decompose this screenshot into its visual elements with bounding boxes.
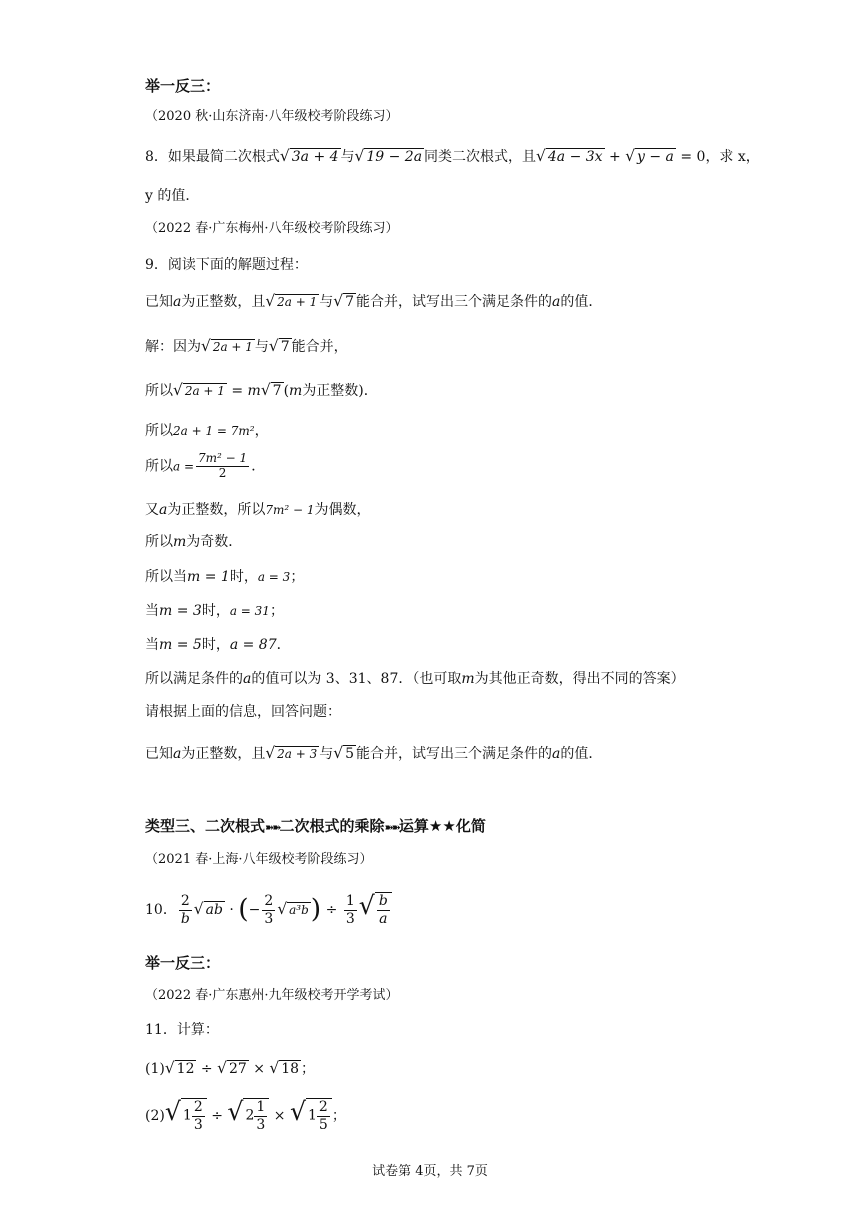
text: 的值． xyxy=(560,294,603,310)
source-label: （2020 秋·山东济南·八年级校考阶段练习） xyxy=(145,109,399,124)
q9-solution-3 xyxy=(145,421,269,441)
text: 为其他正奇数，得出不同的答案） xyxy=(474,671,685,687)
question-11-title: 11．计算： xyxy=(145,1022,219,1038)
question-10 xyxy=(145,888,392,928)
q9-solution-5 xyxy=(145,500,371,520)
radical: √ y − a xyxy=(625,147,674,165)
operator: ÷ xyxy=(196,1061,218,1077)
part-label: (2) xyxy=(145,1108,165,1124)
radical: √ 27 xyxy=(217,1059,247,1077)
equation: m = 1 xyxy=(187,569,230,585)
part-label: (1) xyxy=(145,1061,165,1077)
text: 如果最简二次根式 xyxy=(167,149,280,165)
text: 化简 xyxy=(455,817,486,835)
text: 与 xyxy=(340,149,355,165)
star-icon: ★★ xyxy=(428,817,456,835)
q9-question xyxy=(145,743,602,764)
text: ； xyxy=(301,1061,316,1077)
text: 与 xyxy=(319,746,334,762)
q9-solution-1 xyxy=(145,336,348,357)
equation: = 0 xyxy=(675,149,706,165)
text: ，求 x， xyxy=(705,149,760,165)
text: 所以 xyxy=(145,458,173,475)
var-a: a xyxy=(243,671,252,687)
equation: a = 31 xyxy=(229,604,270,618)
heading-practice: 举一反三： xyxy=(145,77,221,95)
radical: √ 2a + 3 xyxy=(265,744,318,762)
question-8-cont: y 的值． xyxy=(145,188,200,204)
q9-solution-10 xyxy=(145,669,685,689)
q9-solution-7 xyxy=(145,567,304,587)
text: 与 xyxy=(319,294,334,310)
arrow-icon: ➽➽ xyxy=(265,821,280,834)
q9-solution-4 xyxy=(145,452,265,481)
text: 运算 xyxy=(398,817,429,835)
text: 已知 xyxy=(145,746,173,762)
equation-lhs: a = xyxy=(173,459,195,474)
source-label: （2022 春·广东梅州·八年级校考阶段练习） xyxy=(145,221,399,236)
text: 时， xyxy=(201,603,230,619)
text: ． xyxy=(251,458,266,475)
text: 为偶数， xyxy=(314,502,371,518)
var-m: m xyxy=(461,671,475,687)
equation: m = 5 xyxy=(159,637,202,653)
left-paren: ( xyxy=(238,893,249,925)
question-number: 8． xyxy=(145,149,168,165)
q9-prompt: 请根据上面的信息，回答问题： xyxy=(145,704,341,720)
radical: √ 12 xyxy=(164,1059,195,1077)
right-paren: ) xyxy=(310,893,322,925)
text: 所以 xyxy=(145,534,173,550)
text: 的值可以为 3、31、87．（也可取 xyxy=(251,671,462,687)
radical: √ 4a − 3x xyxy=(536,147,603,165)
var-m: m xyxy=(289,383,303,399)
radical: √ 3a + 4 xyxy=(279,147,339,165)
var-a: a xyxy=(552,294,561,310)
radical: √ 7 xyxy=(333,292,355,310)
arrow-icon: ➽➽ xyxy=(384,821,399,834)
operator: × xyxy=(248,1061,270,1077)
radical: √ 7 xyxy=(260,381,282,399)
operator: − xyxy=(248,902,261,918)
var-a: a xyxy=(552,746,561,762)
text: 为正整数)． xyxy=(302,383,378,399)
text: 所以满足条件的 xyxy=(145,671,243,687)
radical: √ 19 − 2a xyxy=(354,147,423,165)
expression: 7m² − 1 xyxy=(265,503,315,517)
source-label: （2021 春·上海·八年级校考阶段练习） xyxy=(145,852,373,867)
text: 能合并，试写出三个满足条件的 xyxy=(356,294,553,310)
q9-solution-9 xyxy=(145,635,291,655)
page-footer: 试卷第 4页，共 7页 xyxy=(372,1164,488,1179)
operator: × xyxy=(269,1108,290,1124)
q9-solution-2 xyxy=(145,380,378,401)
text: 时， xyxy=(229,569,258,585)
radical: √ $\frac{b}{a}$ xyxy=(359,888,392,928)
text: 同类二次根式，且 xyxy=(424,149,537,165)
radical: √ 2a + 1 xyxy=(173,381,225,399)
text: ； xyxy=(331,1108,346,1124)
equation: 2a + 1 = 7m² xyxy=(173,424,255,438)
text: ． xyxy=(276,637,291,653)
radical: √ 1 $\frac{2}{3}$ xyxy=(165,1094,207,1134)
var-a: a xyxy=(173,746,182,762)
text: 类型三、二次根式 xyxy=(145,817,266,835)
equation: = m xyxy=(226,383,261,399)
text: 能合并， xyxy=(291,339,348,355)
fraction: $\frac{2}{3}$ xyxy=(264,893,274,927)
text: 所以 xyxy=(145,383,173,399)
text: 时， xyxy=(201,637,230,653)
question-8 xyxy=(145,146,760,167)
equation: a = 3 xyxy=(257,570,291,584)
radical: √ 2a + 1 xyxy=(201,337,253,355)
radical: √ 2a + 1 xyxy=(265,292,318,310)
text: ( xyxy=(283,383,290,399)
q9-solution-6 xyxy=(145,532,242,552)
text: 二次根式的乘除 xyxy=(279,817,385,835)
heading-practice: 举一反三： xyxy=(145,954,221,972)
text: 所以当 xyxy=(145,569,187,585)
radical: √ a³b xyxy=(277,900,309,918)
q9-given xyxy=(145,291,602,312)
text: 当 xyxy=(145,603,159,619)
operator: ÷ xyxy=(321,902,342,918)
text: 为正整数，所以 xyxy=(167,502,266,518)
fraction: $\frac{2}{b}$ xyxy=(180,893,190,927)
operator: · xyxy=(224,902,239,918)
text: 解：因为 xyxy=(145,339,201,355)
radical: √ 18 xyxy=(269,1059,300,1077)
text: ； xyxy=(269,603,284,619)
text: 所以 xyxy=(145,423,173,439)
text: 为正整数，且 xyxy=(181,746,266,762)
text: 当 xyxy=(145,637,159,653)
radical: √ ab xyxy=(193,900,223,918)
text: 为奇数． xyxy=(186,534,243,550)
question-number: 10． xyxy=(145,902,177,918)
section-3-heading xyxy=(145,816,486,838)
equation: m = 3 xyxy=(159,603,202,619)
radical: √ 1 $\frac{2}{5}$ xyxy=(290,1094,332,1134)
text: ， xyxy=(254,423,269,439)
var-m: m xyxy=(173,534,187,550)
text: 又 xyxy=(145,502,159,518)
text: 为正整数，且 xyxy=(181,294,266,310)
q9-solution-8 xyxy=(145,601,284,621)
text: 与 xyxy=(254,339,269,355)
text: ； xyxy=(290,569,305,585)
radical: √ 5 xyxy=(333,744,355,762)
question-11-part-1 xyxy=(145,1058,315,1079)
text: 能合并，试写出三个满足条件的 xyxy=(356,746,553,762)
question-9-intro: 9．阅读下面的解题过程： xyxy=(145,257,308,273)
var-a: a xyxy=(159,502,168,518)
operator: + xyxy=(604,149,626,165)
radical: √ 2 $\frac{1}{3}$ xyxy=(227,1094,269,1134)
text: 的值． xyxy=(560,746,603,762)
radical: √ 7 xyxy=(268,337,290,355)
source-label: （2022 春·广东惠州·九年级校考开学考试） xyxy=(145,988,399,1003)
question-11-part-2 xyxy=(145,1094,346,1134)
var-a: a xyxy=(173,294,182,310)
text: 已知 xyxy=(145,294,173,310)
fraction: $\frac{1}{3}$ xyxy=(345,893,355,927)
fraction: $\frac{\text{7m² − 1}}{2}$ xyxy=(198,451,248,480)
equation: a = 87 xyxy=(229,637,277,653)
operator: ÷ xyxy=(206,1108,228,1124)
